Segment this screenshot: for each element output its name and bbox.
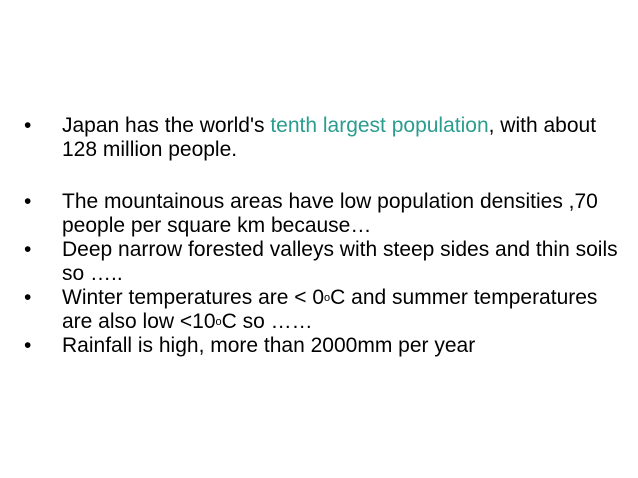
bullet-item-rainfall — [24, 334, 624, 358]
bullet-text: Rainfall is high, more than 2000mm per year — [62, 334, 476, 357]
bullet-item-temperatures — [24, 286, 624, 334]
bullet-text: Deep narrow forested valleys with steep sides and thin soils so ….. — [62, 238, 618, 285]
bullet-text-prefix: Japan has the world's — [62, 114, 271, 137]
bullet-text: The mountainous areas have low population densities ,70 people per square km because… — [62, 190, 598, 237]
bullet-item-mountain-density — [24, 190, 624, 238]
bullet-text-suffix: , with about 128 million people. — [62, 114, 597, 161]
degree-superscript: o — [215, 316, 222, 328]
bullet-icon: • — [24, 114, 32, 137]
bullet-icon: • — [24, 286, 32, 309]
bullet-list — [24, 114, 624, 358]
bullet-item-valleys — [24, 238, 624, 286]
bullet-text-part3: C so …… — [221, 310, 313, 333]
highlighted-phrase: tenth largest population — [270, 114, 489, 137]
bullet-text-part1: Winter temperatures are < 0 — [62, 286, 325, 309]
bullet-icon: • — [24, 190, 32, 213]
bullet-icon: • — [24, 238, 32, 261]
bullet-text-part2: C and summer temperatures are also low <10 — [62, 286, 598, 333]
degree-superscript: o — [324, 292, 331, 304]
bullet-item-population — [24, 114, 624, 162]
bullet-icon: • — [24, 334, 32, 357]
